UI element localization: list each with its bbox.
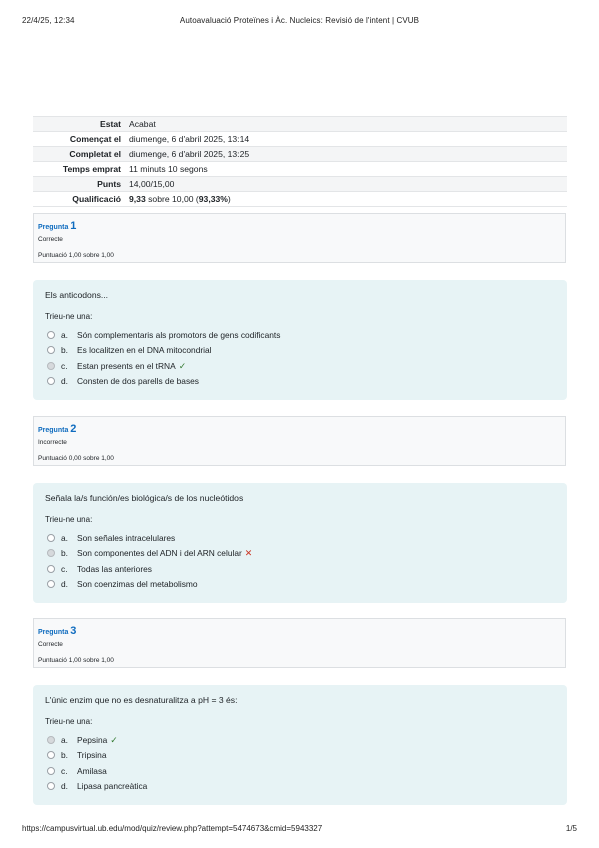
answer-letter: d.	[61, 781, 68, 791]
answer-option[interactable]	[47, 750, 106, 762]
grade-end: )	[227, 194, 231, 204]
question-info-2	[33, 416, 566, 466]
answer-letter: b.	[61, 750, 68, 760]
grade-percent: 93,33%	[198, 194, 228, 204]
answer-text: Tripsina	[77, 750, 107, 760]
summary-value: diumenge, 6 d'abril 2025, 13:25	[125, 147, 567, 162]
answer-text: Amilasa	[77, 766, 107, 776]
question-text: Els anticodons...	[45, 290, 109, 300]
question-grade: Puntuació 1,00 sobre 1,00	[38, 252, 114, 259]
answer-text: Es localitzen en el DNA mitocondrial	[77, 345, 212, 355]
summary-value: diumenge, 6 d'abril 2025, 13:14	[125, 132, 567, 147]
correct-check-icon: ✓	[110, 735, 118, 745]
answer-letter: b.	[61, 548, 68, 558]
summary-value: 14,00/15,00	[125, 177, 567, 192]
answer-text: Estan presents en el tRNA	[77, 361, 176, 371]
answer-text: Pepsina	[77, 735, 108, 745]
answer-text: Todas las anteriores	[77, 564, 152, 574]
correct-check-icon: ✓	[178, 361, 187, 371]
answer-option[interactable]	[47, 361, 186, 373]
question-grade: Puntuació 1,00 sobre 1,00	[38, 657, 114, 664]
answer-option[interactable]	[47, 376, 199, 388]
answer-text: Son coenzimas del metabolismo	[77, 579, 198, 589]
summary-value: 11 minuts 10 segons	[125, 162, 567, 177]
radio-button[interactable]	[47, 782, 55, 790]
answer-prompt: Trieu-ne una:	[45, 515, 93, 524]
answer-text: Consten de dos parells de bases	[77, 376, 199, 386]
radio-button[interactable]	[47, 377, 55, 385]
answer-option[interactable]	[47, 533, 175, 545]
summary-label: Qualificació	[33, 192, 125, 207]
answer-prompt: Trieu-ne una:	[45, 717, 93, 726]
question-label: Pregunta	[38, 427, 69, 434]
print-datetime: 22/4/25, 12:34	[22, 16, 75, 25]
question-content-2	[33, 483, 567, 603]
summary-row	[33, 117, 567, 132]
question-label: Pregunta	[38, 224, 69, 231]
summary-label: Començat el	[33, 132, 125, 147]
question-state: Correcte	[38, 641, 63, 648]
answer-letter: d.	[61, 376, 68, 386]
summary-label: Estat	[33, 117, 125, 132]
summary-label: Temps emprat	[33, 162, 125, 177]
question-state: Incorrecte	[38, 439, 67, 446]
summary-grade-value	[125, 192, 567, 207]
question-info-1	[33, 213, 566, 263]
question-text: L'únic enzim que no es desnaturalitza a pH = 3 és:	[45, 695, 238, 705]
print-page-number: 1/5	[565, 824, 577, 833]
answer-option[interactable]	[47, 579, 198, 591]
print-title: Autoavaluació Proteïnes i Àc. Nucleics: Revisió de l'intent | CVUB	[179, 16, 420, 25]
print-header	[22, 16, 577, 28]
answer-text: Son señales intracelulares	[77, 533, 176, 543]
answer-option[interactable]	[47, 735, 118, 747]
answer-letter: a.	[61, 330, 68, 340]
answer-letter: a.	[61, 735, 68, 745]
radio-button[interactable]	[47, 767, 55, 775]
question-num: 3	[70, 625, 77, 637]
answer-option[interactable]	[47, 781, 147, 793]
grade-rest: sobre 10,00 (	[145, 194, 199, 204]
answer-option[interactable]	[47, 330, 280, 342]
attempt-summary-table	[33, 116, 567, 207]
answer-letter: c.	[61, 361, 68, 371]
summary-label: Completat el	[33, 147, 125, 162]
question-num: 2	[70, 423, 77, 435]
answer-text: Lipasa pancreàtica	[77, 781, 148, 791]
answer-letter: c.	[61, 564, 68, 574]
radio-button[interactable]	[47, 580, 55, 588]
answer-letter: b.	[61, 345, 68, 355]
summary-value: Acabat	[125, 117, 567, 132]
radio-button[interactable]	[47, 751, 55, 759]
radio-button[interactable]	[47, 534, 55, 542]
print-url: https://campusvirtual.ub.edu/mod/quiz/review.php?attempt=5474673&cmid=5943327	[22, 824, 323, 833]
grade-score: 9,33	[129, 194, 146, 204]
question-state: Correcte	[38, 236, 63, 243]
radio-button-selected[interactable]	[47, 736, 55, 744]
answer-text: Son componentes del ADN i del ARN celular	[77, 548, 242, 558]
answer-letter: d.	[61, 579, 68, 589]
question-content-1	[33, 280, 567, 400]
print-footer	[22, 824, 577, 836]
radio-button-selected[interactable]	[47, 362, 55, 370]
radio-button[interactable]	[47, 565, 55, 573]
answer-option[interactable]	[47, 548, 252, 560]
question-number	[38, 220, 76, 232]
question-text: Señala la/s función/es biológica/s de los nucleótidos	[45, 493, 244, 503]
summary-row	[33, 192, 567, 207]
summary-row	[33, 147, 567, 162]
answer-prompt: Trieu-ne una:	[45, 312, 93, 321]
question-info-3	[33, 618, 566, 668]
question-number	[38, 423, 76, 435]
summary-row	[33, 132, 567, 147]
answer-option[interactable]	[47, 766, 107, 778]
question-label: Pregunta	[38, 629, 69, 636]
incorrect-cross-icon: ✕	[244, 548, 253, 558]
answer-option[interactable]	[47, 345, 212, 357]
answer-letter: a.	[61, 533, 68, 543]
answer-letter: c.	[61, 766, 68, 776]
radio-button-selected[interactable]	[47, 549, 55, 557]
summary-row	[33, 162, 567, 177]
question-number	[38, 625, 76, 637]
summary-label: Punts	[33, 177, 125, 192]
question-num: 1	[70, 220, 77, 232]
question-grade: Puntuació 0,00 sobre 1,00	[38, 455, 114, 462]
summary-row	[33, 177, 567, 192]
question-content-3	[33, 685, 567, 805]
answer-text: Són complementaris als promotors de gens codificants	[77, 330, 281, 340]
radio-button[interactable]	[47, 346, 55, 354]
answer-option[interactable]	[47, 564, 152, 576]
radio-button[interactable]	[47, 331, 55, 339]
